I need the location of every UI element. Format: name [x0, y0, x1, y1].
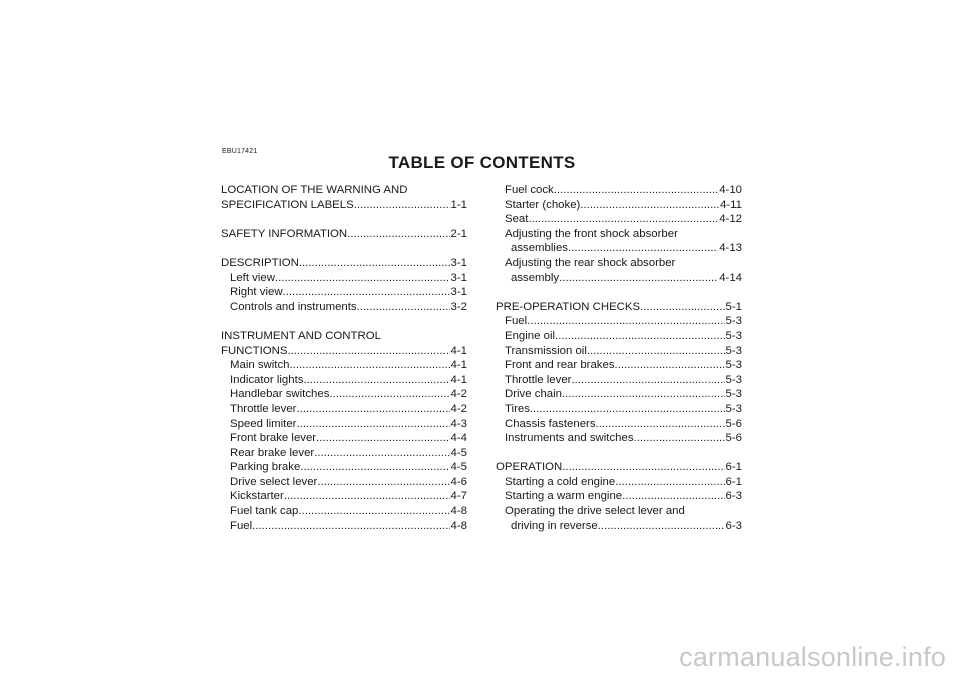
toc-page-number: 4-11 [720, 198, 742, 211]
toc-entry-label: Throttle lever [230, 402, 297, 415]
toc-page-number: 4-3 [450, 417, 467, 430]
toc-dot-leader [298, 504, 449, 519]
toc-dot-leader [622, 489, 724, 504]
toc-spacer [496, 285, 742, 300]
toc-dot-leader [317, 475, 449, 490]
toc-page-number: 4-4 [450, 432, 467, 445]
toc-dot-leader [314, 446, 449, 461]
toc-entry-label: Controls and instruments [230, 300, 357, 313]
toc-entry[interactable] [496, 489, 742, 504]
watermark: carmanualsonline.info [679, 642, 946, 672]
toc-entry-label: FUNCTIONS [221, 344, 288, 357]
toc-dot-leader [275, 271, 450, 286]
toc-entry[interactable] [496, 329, 742, 344]
toc-right-column [496, 183, 742, 533]
toc-entry-label: Transmission oil [505, 344, 587, 357]
toc-dot-leader [598, 519, 725, 534]
toc-dot-leader [640, 300, 724, 315]
toc-dot-leader [329, 387, 449, 402]
toc-entry-label: assemblies [511, 242, 568, 255]
toc-page-number: 3-1 [450, 286, 467, 299]
toc-entry-label: Rear brake lever [230, 446, 315, 459]
toc-page-number: 5-3 [725, 373, 742, 386]
toc-dot-leader [316, 431, 449, 446]
toc-dot-leader [252, 519, 449, 534]
toc-entry-label: Front brake lever [230, 432, 317, 445]
toc-entry[interactable] [496, 504, 742, 519]
toc-dot-leader [290, 358, 450, 373]
toc-page-number: 4-7 [450, 490, 467, 503]
toc-entry[interactable] [496, 475, 742, 490]
toc-entry[interactable] [221, 285, 467, 300]
toc-page-number: 4-1 [450, 344, 467, 357]
toc-dot-leader [530, 402, 725, 417]
toc-entry-label: Adjusting the front shock absorber [505, 227, 678, 240]
toc-entry[interactable] [496, 300, 742, 315]
toc-entry[interactable] [221, 329, 467, 344]
toc-entry[interactable] [221, 417, 467, 432]
toc-entry[interactable] [221, 271, 467, 286]
toc-entry-label: LOCATION OF THE WARNING AND [221, 184, 408, 196]
toc-dot-leader [634, 431, 725, 446]
toc-dot-leader [527, 314, 724, 329]
toc-entry[interactable] [496, 387, 742, 402]
toc-entry[interactable] [221, 387, 467, 402]
toc-entry-label: Starting a cold engine [505, 475, 616, 488]
toc-entry[interactable] [496, 519, 742, 534]
toc-entry-label: Chassis fasteners [505, 417, 596, 430]
toc-entry[interactable] [496, 373, 742, 388]
toc-page-number: 3-1 [450, 256, 467, 269]
toc-page-number: 4-5 [450, 461, 467, 474]
toc-entry-label: PRE-OPERATION CHECKS [496, 300, 641, 313]
toc-dot-leader [354, 198, 450, 213]
toc-spacer [221, 241, 467, 256]
toc-entry-label: Fuel cock [505, 184, 554, 196]
toc-entry-label: Drive chain [505, 388, 562, 401]
toc-entry[interactable] [496, 183, 742, 198]
toc-entry[interactable] [496, 227, 742, 242]
toc-entry-label: Right view [230, 286, 283, 299]
toc-page-number: 4-1 [450, 373, 467, 386]
toc-entry-label: Adjusting the rear shock absorber [505, 256, 676, 269]
toc-page-number: 3-1 [450, 271, 467, 284]
toc-entry-label: Instruments and switches [505, 432, 634, 445]
toc-page-number: 4-2 [450, 388, 467, 401]
toc-page-number: 5-3 [725, 344, 742, 357]
toc-entry[interactable] [496, 271, 742, 286]
toc-entry[interactable] [221, 504, 467, 519]
toc-entry-label: Fuel [230, 519, 253, 532]
toc-page-number: 6-1 [725, 475, 742, 488]
toc-dot-leader [554, 183, 718, 198]
toc-dot-leader [596, 417, 725, 432]
toc-dot-leader [299, 256, 450, 271]
toc-entry[interactable] [221, 519, 467, 534]
toc-dot-leader [296, 402, 449, 417]
toc-entry[interactable] [496, 314, 742, 329]
toc-page-number: 4-14 [719, 271, 742, 284]
toc-entry-label: Drive select lever [230, 475, 318, 488]
toc-dot-leader [347, 227, 449, 242]
toc-entry[interactable] [221, 344, 467, 359]
toc-spacer [221, 212, 467, 227]
toc-dot-leader [587, 344, 725, 359]
toc-dot-leader [555, 329, 725, 344]
toc-entry-label: Front and rear brakes [505, 359, 615, 372]
toc-spacer [221, 314, 467, 329]
toc-entry-label: DESCRIPTION [221, 256, 299, 269]
toc-entry-label: Starting a warm engine [505, 490, 623, 503]
toc-entry[interactable] [496, 402, 742, 417]
toc-page-number: 4-6 [450, 475, 467, 488]
toc-dot-leader [615, 358, 725, 373]
toc-entry[interactable] [221, 300, 467, 315]
toc-page-number: 3-2 [450, 300, 467, 313]
toc-page-number: 4-13 [719, 242, 742, 255]
toc-entry-label: assembly [511, 271, 560, 284]
toc-page-number: 4-2 [450, 402, 467, 415]
toc-entry-label: Left view [230, 271, 275, 284]
toc-page-number: 4-5 [450, 446, 467, 459]
document-code: EBU17421 [222, 148, 258, 155]
toc-dot-leader [287, 344, 449, 359]
toc-entry-label: SAFETY INFORMATION [221, 227, 348, 240]
toc-entry-label: Kickstarter [230, 490, 284, 503]
toc-dot-leader [580, 198, 719, 213]
toc-entry[interactable] [496, 212, 742, 227]
toc-dot-leader [571, 373, 724, 388]
toc-entry-label: Main switch [230, 359, 290, 372]
toc-dot-leader [303, 373, 449, 388]
toc-dot-leader [615, 475, 724, 490]
toc-entry[interactable] [221, 183, 467, 198]
toc-page-number: 5-3 [725, 329, 742, 342]
toc-entry[interactable] [221, 227, 467, 242]
toc-dot-leader [284, 489, 450, 504]
toc-dot-leader [283, 285, 450, 300]
toc-page-number: 5-1 [725, 300, 742, 313]
toc-entry[interactable] [221, 373, 467, 388]
toc-dot-leader [300, 460, 449, 475]
toc-entry-label: driving in reverse [511, 519, 598, 532]
toc-dot-leader [296, 417, 449, 432]
toc-entry-label: OPERATION [496, 461, 563, 474]
toc-entry-label: Handlebar switches [230, 388, 330, 401]
toc-entry[interactable] [496, 256, 742, 271]
toc-page-number: 2-1 [450, 227, 467, 240]
toc-page-number: 5-3 [725, 315, 742, 328]
toc-entry[interactable] [496, 198, 742, 213]
toc-entry[interactable] [221, 358, 467, 373]
toc-entry[interactable] [221, 256, 467, 271]
toc-entry[interactable] [496, 344, 742, 359]
toc-entry[interactable] [496, 241, 742, 256]
toc-entry-label: INSTRUMENT AND CONTROL [221, 329, 381, 342]
toc-entry-label: Fuel [505, 315, 528, 328]
toc-entry[interactable] [221, 431, 467, 446]
toc-entry-label: Starter (choke) [505, 198, 581, 211]
toc-entry-label: SPECIFICATION LABELS [221, 198, 354, 211]
toc-page-number: 6-3 [725, 519, 742, 532]
toc-page-number: 4-10 [719, 184, 742, 196]
toc-entry-label: Parking brake [230, 461, 301, 474]
toc-entry-label: Fuel tank cap [230, 505, 299, 518]
toc-entry[interactable] [221, 446, 467, 461]
toc-entry-label: Operating the drive select lever and [505, 505, 685, 518]
toc-dot-leader [562, 460, 724, 475]
toc-page-number: 1-1 [450, 198, 467, 211]
page-title: TABLE OF CONTENTS [388, 153, 576, 172]
toc-page-number: 4-12 [719, 213, 742, 226]
toc-entry[interactable] [496, 358, 742, 373]
toc-entry[interactable] [221, 198, 467, 213]
toc-entry[interactable] [221, 402, 467, 417]
toc-entry[interactable] [496, 431, 742, 446]
toc-page-number: 4-1 [450, 359, 467, 372]
toc-dot-leader [562, 387, 725, 402]
toc-page-number: 5-3 [725, 402, 742, 415]
toc-entry-label: Tires [505, 402, 530, 415]
toc-entry[interactable] [496, 460, 742, 475]
toc-page-number: 6-3 [725, 490, 742, 503]
toc-page-number: 5-3 [725, 388, 742, 401]
toc-page-number: 6-1 [725, 461, 742, 474]
toc-entry[interactable] [221, 489, 467, 504]
toc-dot-leader [528, 212, 718, 227]
toc-page-number: 4-8 [450, 519, 467, 532]
toc-entry-label: Indicator lights [230, 373, 304, 386]
toc-page-number: 5-6 [725, 432, 742, 445]
toc-dot-leader [357, 300, 450, 315]
toc-entry-label: Seat [505, 213, 529, 226]
toc-entry[interactable] [496, 417, 742, 432]
toc-entry-label: Engine oil [505, 329, 556, 342]
toc-spacer [496, 446, 742, 461]
toc-page-number: 5-3 [725, 359, 742, 372]
toc-page-number: 5-6 [725, 417, 742, 430]
toc-left-column [221, 183, 467, 533]
toc-dot-leader [559, 271, 718, 286]
toc-entry[interactable] [221, 475, 467, 490]
toc-entry-label: Speed limiter [230, 417, 297, 430]
toc-entry[interactable] [221, 460, 467, 475]
toc-entry-label: Throttle lever [505, 373, 572, 386]
toc-dot-leader [568, 241, 718, 256]
toc-page-number: 4-8 [450, 505, 467, 518]
